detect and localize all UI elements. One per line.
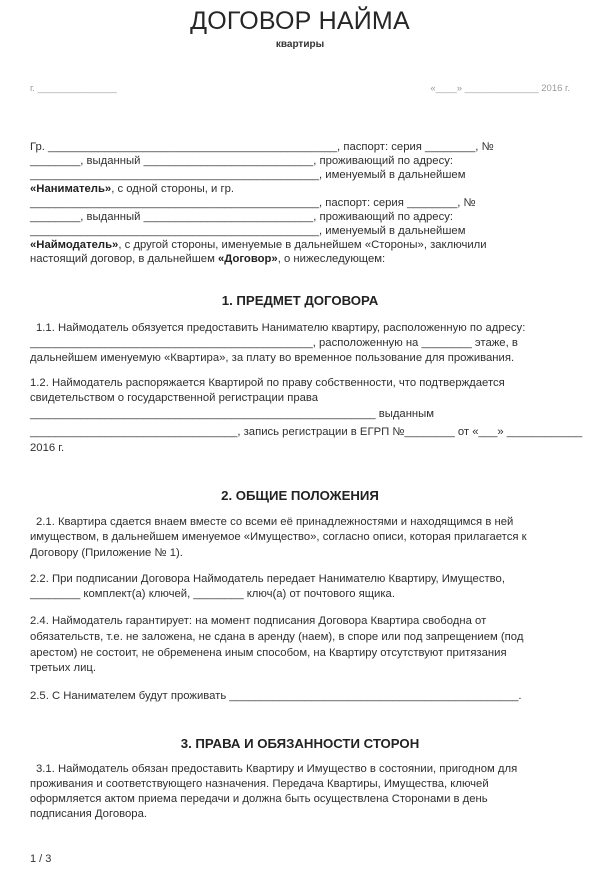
clause-line: обязательств, т.е. не заложена, не сдана в аренду (наем), в споре или под запрещением (под (30, 631, 524, 643)
preamble-line: ______________________________________________, именуемый в дальнейшем (30, 169, 466, 181)
clause-line: арестом) не состоит, не обременена иным способом, на Квартиру отсутствуют притязания (30, 647, 507, 659)
clause-line: 2.2. При подписании Договора Наймодатель передает Нанимателю Квартиру, Имущество, (30, 573, 505, 585)
clause-line: _______________________________________________________ выданным (30, 408, 435, 420)
document-subtitle: квартиры (275, 39, 325, 50)
clause-line: третьих лиц. (30, 662, 97, 674)
section-heading: 3. ПРАВА И ОБЯЗАННОСТИ СТОРОН (180, 736, 420, 751)
tenant-term: «Наниматель» (30, 183, 112, 195)
preamble-line: «Наниматель», с одной стороны, и гр. (30, 183, 235, 195)
clause-line: имуществом, в дальнейшем именуемое «Имущество», согласно описи, которая прилагается к (30, 531, 527, 543)
preamble-line: ________, выданный ___________________________, проживающий по адресу: (30, 211, 454, 223)
clause-line: 3.1. Наймодатель обязан предоставить Квартиру и Имущество в состоянии, пригодном для (36, 763, 518, 775)
preamble-line: ______________________________________________, именуемый в дальнейшем (30, 225, 466, 237)
preamble-line: настоящий договор, в дальнейшем «Договор», о нижеследующем: (30, 253, 386, 265)
clause-line: дальнейшем именуемую «Квартира», за плату во временное пользование для проживания. (30, 352, 515, 364)
clause-line: _____________________________________________, расположенную на ________ этаже, в (30, 337, 518, 349)
clause-line: 2.4. Наймодатель гарантирует: на момент подписания Договора Квартира свободна от (30, 615, 487, 627)
clause-line: проживания и соответствующего назначения. Передача Квартиры, Имущества, ключей (30, 778, 489, 790)
clause-line: 1.1. Наймодатель обязуется предоставить Нанимателю квартиру, расположенную по адресу: (36, 322, 526, 334)
clause-line: 1.2. Наймодатель распоряжается Квартирой по праву собственности, что подтверждается (30, 377, 505, 389)
clause-line: оформляется актом приема передачи и должна быть осуществлена Сторонами в день (30, 793, 488, 805)
preamble-line: Гр. ______________________________________________, паспорт: серия ________, № (30, 141, 494, 153)
preamble-line: «Наймодатель», с другой стороны, именуемые в дальнейшем «Стороны», заключили (30, 239, 487, 251)
clause-line: Договору (Приложение № 1). (30, 547, 183, 559)
document-title: ДОГОВОР НАЙМА (190, 7, 410, 35)
clause-line: _________________________________, запись регистрации в ЕГРП №________ от «___» ____________ (30, 426, 583, 438)
section-heading: 1. ПРЕДМЕТ ДОГОВОРА (221, 293, 379, 308)
preamble-line: ________, выданный ___________________________, проживающий по адресу: (30, 155, 454, 167)
preamble-line: ______________________________________________, паспорт: серия ________, № (30, 197, 476, 209)
clause-line: 2016 г. (30, 442, 65, 454)
page-number: 1 / 3 (30, 853, 52, 865)
clause-line: подписания Договора. (30, 808, 147, 820)
contract-term: «Договор» (218, 253, 278, 265)
clause-line: 2.1. Квартира сдается внаем вместе со всеми её принадлежностями и находящимся в ней (36, 516, 514, 528)
clause-line: ________ комплект(а) ключей, ________ ключ(а) от почтового ящика. (30, 588, 395, 600)
clause-line: свидетельством о государственной регистрации права (30, 392, 319, 404)
landlord-term: «Наймодатель» (30, 239, 119, 251)
city-field: г. _______________ (30, 83, 117, 94)
section-heading: 2. ОБЩИЕ ПОЛОЖЕНИЯ (221, 488, 379, 503)
date-field: «____» ______________ 2016 г. (430, 83, 570, 94)
clause-line: 2.5. С Нанимателем будут проживать ______________________________________________. (30, 690, 522, 702)
